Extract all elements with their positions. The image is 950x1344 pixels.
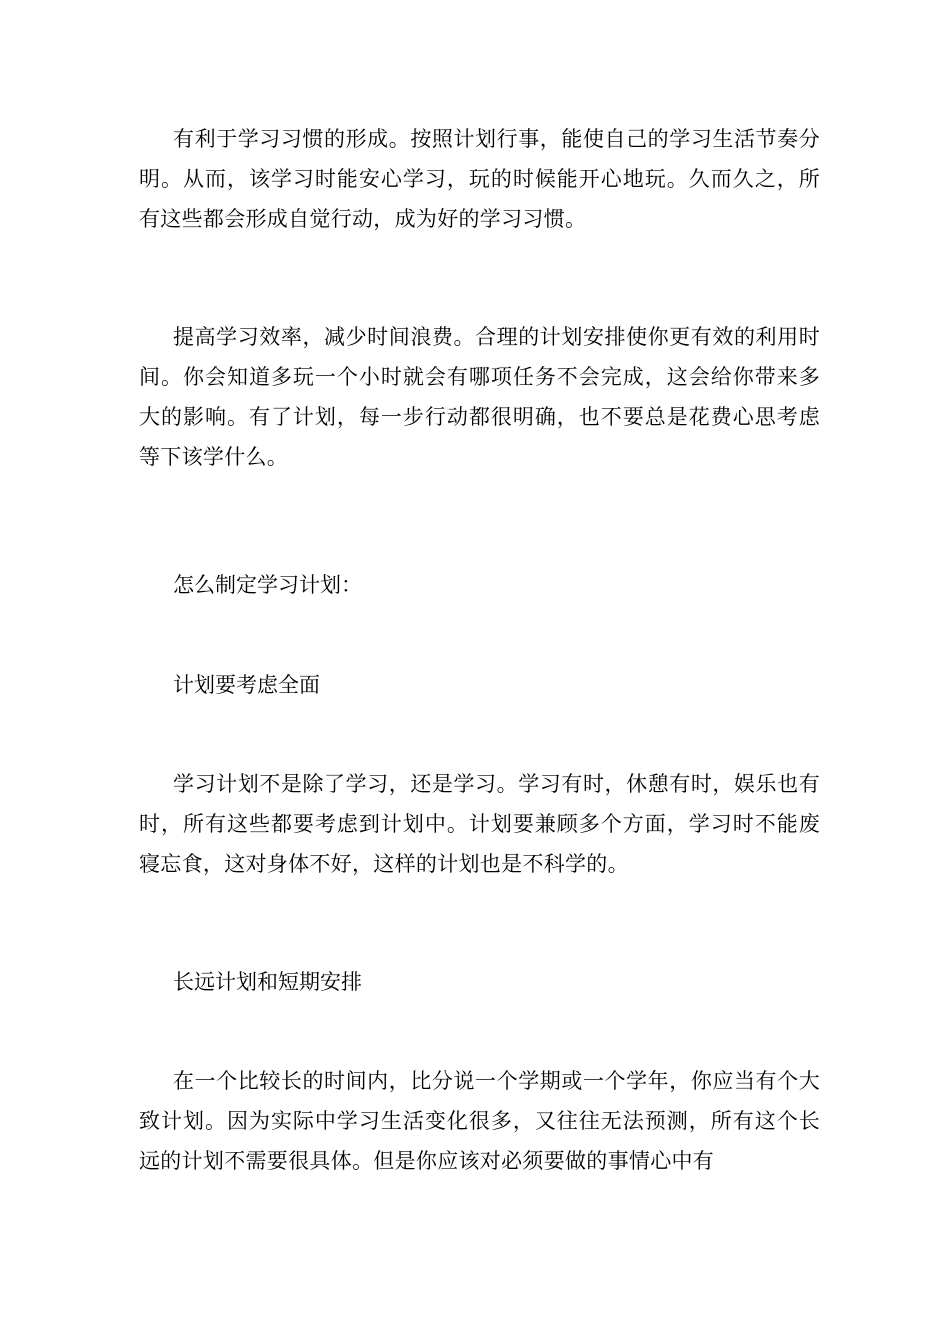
paragraph-study-habits: 有利于学习习惯的形成。按照计划行事，能使自己的学习生活节奏分明。从而，该学习时能安心学习，玩的时候能开心地玩。久而久之，所有这些都会形成自觉行动，成为好的学习习惯。 [139, 127, 820, 231]
heading-long-short-term: 长远计划和短期安排 [173, 970, 362, 994]
paragraph-comprehensive: 学习计划不是除了学习，还是学习。学习有时，休憩有时，娱乐也有时，所有这些都要考虑到计划中。计划要兼顾多个方面，学习时不能废寝忘食，这对身体不好，这样的计划也是不科学的。 [139, 772, 820, 876]
heading-how-to-plan: 怎么制定学习计划： [173, 573, 362, 597]
paragraph-efficiency: 提高学习效率，减少时间浪费。合理的计划安排使你更有效的利用时间。你会知道多玩一个小时就会有哪项任务不会完成，这会给你带来多大的影响。有了计划，每一步行动都很明确，也不要总是花费心思考虑等下该学什么。 [139, 325, 820, 469]
paragraph-long-term: 在一个比较长的时间内，比分说一个学期或一个学年，你应当有个大致计划。因为实际中学习生活变化很多，又往往无法预测，所有这个长远的计划不需要很具体。但是你应该对必须要做的事情心中有 [139, 1069, 820, 1173]
heading-comprehensive-plan: 计划要考虑全面 [173, 673, 320, 697]
